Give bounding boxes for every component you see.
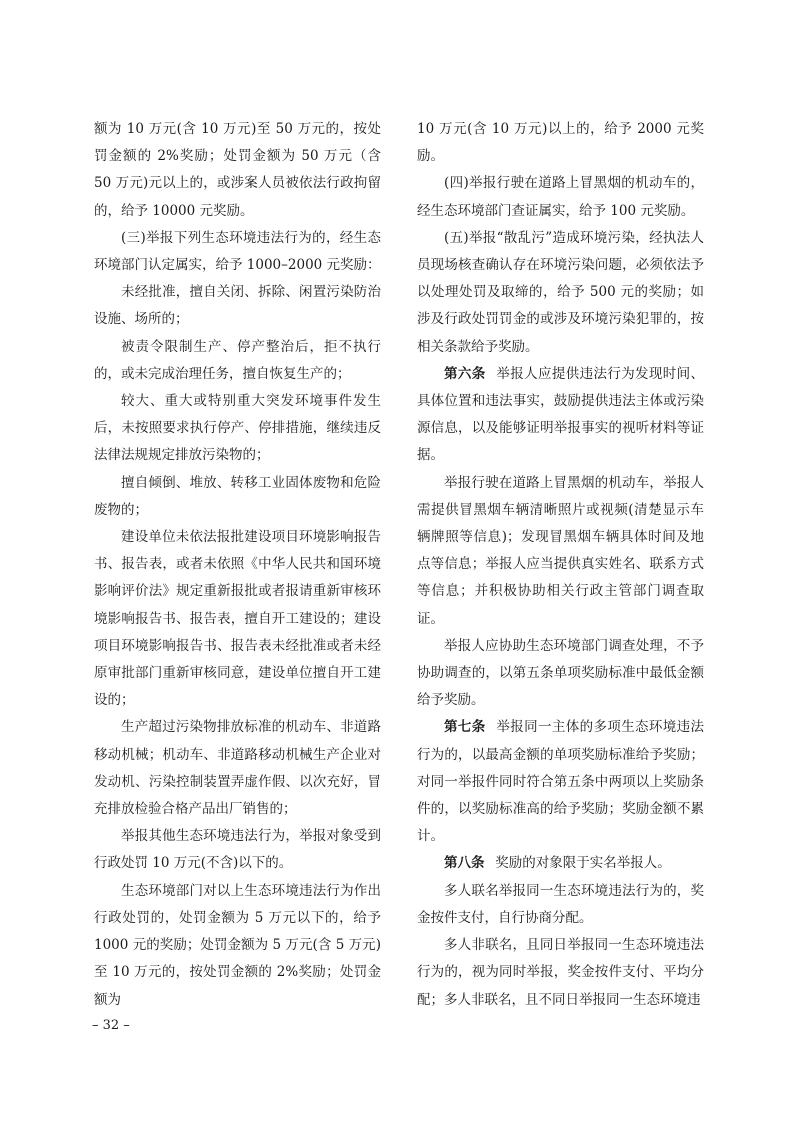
paragraph: (四)举报行驶在道路上冒黑烟的机动车的，经生态环境部门查证属实，给予 100 元奖励。 — [417, 175, 704, 219]
page-number: – 32 – — [92, 1018, 130, 1033]
paragraph: 举报其他生态环境违法行为，举报对象受到行政处罚 10 万元(不含)以下的。 — [94, 828, 381, 872]
left-column — [94, 116, 381, 1014]
paragraph: 擅自倾倒、堆放、转移工业固体废物和危险废物的； — [94, 474, 381, 518]
article-label: 第八条 — [444, 855, 485, 872]
article-label: 第七条 — [444, 719, 486, 736]
paragraph: 未经批准，擅自关闭、拆除、闲置污染防治设施、场所的； — [94, 284, 381, 328]
paragraph: 10 万元(含 10 万元)以上的，给予 2000 元奖励。 — [417, 121, 704, 165]
article-text: 举报人应提供违法行为发现时间、具体位置和违法事实，鼓励提供违法主体或污染源信息，以及能够证明举报事实的视听材料等证据。 — [417, 365, 705, 464]
paragraph: 较大、重大或特别重大突发环境事件发生后，未按照要求执行停产、停排措施，继续违反法律法规规定排放污染物的； — [94, 393, 381, 464]
paragraph: 举报行驶在道路上冒黑烟的机动车，举报人需提供冒黑烟车辆清晰照片或视频(清楚显示车辆牌照等信息)；发现冒黑烟车辆具体时间及地点等信息；举报人应当提供真实姓名、联系方式等信息；并积极协助相关行政主管部门调查取证。 — [417, 474, 704, 627]
article-text: 举报同一主体的多项生态环境违法行为的，以最高金额的单项奖励标准给予奖励；对同一举报件同时符合第五条中两项以上奖励条件的，以奖励标准高的给予奖励；奖励金额不累计。 — [417, 719, 705, 845]
article-6 — [417, 361, 704, 470]
paragraph: 额为 10 万元(含 10 万元)至 50 万元的，按处罚金额的 2%奖励；处罚金额为 50 万元（含 50 万元)元以上的，或涉案人员被依法行政拘留的，给予 10000 元奖励。 — [94, 121, 381, 219]
paragraph: 被责令限制生产、停产整治后，拒不执行的，或未完成治理任务，擅自恢复生产的； — [94, 338, 381, 382]
paragraph: 多人联名举报同一生态环境违法行为的，奖金按件支付，自行协商分配。 — [417, 882, 704, 926]
article-7 — [417, 714, 704, 850]
paragraph: (五)举报“散乱污”造成环境污染，经执法人员现场核查确认存在环境污染问题，必须依法予以处理处罚及取缔的，给予 500 元的奖励；如涉及行政处罚罚金的或涉及环境污染犯罪的，按相关条款给予奖励。 — [417, 229, 704, 355]
paragraph: 建设单位未依法报批建设项目环境影响报告书、报告表，或者未依照《中华人民共和国环境影响评价法》规定重新报批或者报请重新审核环境影响报告书、报告表，擅自开工建设的；建设项目环境影响报告书、报告表未经批准或者未经原审批部门重新审核同意，建设单位擅自开工建设的； — [94, 529, 381, 709]
paragraph: 生态环境部门对以上生态环境违法行为作出行政处罚的，处罚金额为 5 万元以下的，给予 1000 元的奖励；处罚金额为 5 万元(含 5 万元)至 10 万元的，按处罚金额的 2%奖励；处罚金额为 — [94, 882, 381, 1008]
paragraph: 举报人应协助生态环境部门调查处理，不予协助调查的，以第五条单项奖励标准中最低金额给予奖励。 — [417, 637, 704, 709]
paragraph: 多人非联名，且同日举报同一生态环境违法行为的，视为同时举报，奖金按件支付、平均分配；多人非联名，且不同日举报同一生态环境违 — [417, 937, 704, 1008]
paragraph: 生产超过污染物排放标准的机动车、非道路移动机械；机动车、非道路移动机械生产企业对发动机、污染控制装置弄虚作假、以次充好，冒充排放检验合格产品出厂销售的； — [94, 719, 381, 818]
article-text: 奖励的对象限于实名举报人。 — [495, 855, 671, 872]
article-8 — [417, 850, 704, 877]
paragraph: (三)举报下列生态环境违法行为的，经生态环境部门认定属实，给予 1000–2000 元奖励： — [94, 229, 381, 274]
right-column — [417, 116, 704, 1014]
article-label: 第六条 — [444, 365, 486, 382]
